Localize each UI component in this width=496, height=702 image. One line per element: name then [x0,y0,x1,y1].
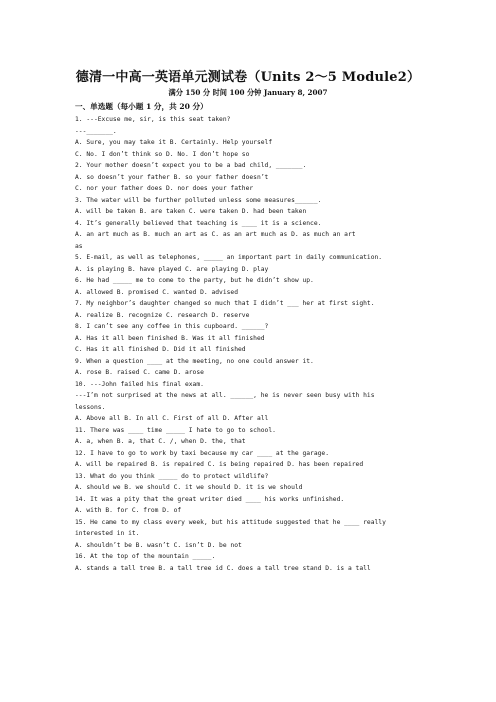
question-line: lessons. [75,403,106,411]
question-line: C. No. I don’t think so D. No. I don’t hope so [75,150,250,158]
question-line: 10. ---John failed his final exam. [75,380,204,388]
question-line: A. will be taken B. are taken C. were taken D. had been taken [75,208,307,215]
question-line: 4. It’s generally believed that teaching is ____ it is a science. [75,219,322,227]
question-line: A. will be repaired B. is repaired C. is being repaired D. has been repaired [75,461,364,468]
question-line: A. is playing B. have played C. are playing D. play [75,265,269,273]
page-title: 德清一中高一英语单元测试卷（Units 2～5 Module2） [75,70,421,85]
question-line: C. nor your father does D. nor does your father [75,185,254,192]
question-line: 1. ---Excuse me, sir, is this seat taken? [75,116,231,123]
question-line: as [75,242,83,250]
question-line: A. a, when B. a, that C. /, when D. the, that [75,438,246,445]
question-line: 16. At the top of the mountain _____. [75,553,216,560]
question-line: 14. It was a pity that the great writer died ____ his works unfinished. [75,495,345,503]
question-line: A. rose B. raised C. came D. arose [75,369,204,376]
question-line: A. with B. for C. from D. of [75,507,182,514]
question-line: ---_______. [75,127,117,135]
question-line: C. Has it all finished D. Did it all finished [75,346,246,353]
question-line: 11. There was ____ time _____ I hate to go to school. [75,426,276,434]
question-line: 15. He came to my class every week, but his attitude suggested that he ____ really [75,518,386,526]
question-line: A. Above all B. In all C. First of all D. After all [75,415,269,422]
question-line: 2. Your mother doesn’t expect you to be a bad child, _______. [75,162,307,169]
question-list [75,114,427,574]
question-line: 9. When a question ____ at the meeting, no one could answer it. [75,357,314,365]
question-line: 12. I have to go to work by taxi because my car ____ at the garage. [75,449,330,457]
exam-info: 满分 150 分 时间 100 分钟 January 8, 2007 [168,88,328,97]
question-line: A. an art much as B. much an art as C. as an art much as D. as much an art [75,231,356,238]
question-line: 13. What do you think _____ do to protect wildlife? [75,472,269,480]
question-line: A. stands a tall tree B. a tall tree id C. does a tall tree stand D. is a tall [75,564,371,572]
question-line: A. so doesn’t your father B. so your father doesn’t [75,173,269,181]
question-line: 3. The water will be further polluted unless some measures______. [75,196,322,204]
question-line: 8. I can’t see any coffee in this cupboard. ______? [75,323,269,330]
question-line: 5. E-mail, as well as telephones, _____ an important part in daily communication. [75,254,383,261]
question-line: A. realize B. recognize C. research D. reserve [75,311,250,319]
question-line: interested in it. [75,530,140,537]
question-line: 7. My neighbor’s daughter changed so much that I didn’t ___ her at first sight. [75,300,375,307]
question-line: A. shouldn’t be B. wasn’t C. isn’t D. be not [75,541,242,549]
section-heading: 一、单选题（每小题 1 分，共 20 分） [75,102,208,111]
question-line: A. allowed B. promised C. wanted D. advised [75,288,239,296]
question-line: A. Sure, you may take it B. Certainly. Help yourself [75,139,273,146]
question-line: A. should we B. we should C. it we should D. it is we should [75,484,303,491]
question-line: 6. He had _____ me to come to the party, but he didn’t show up. [75,277,314,284]
question-line: ---I’m not surprised at the news at all. ______, he is never seen busy with his [75,392,375,399]
question-line: A. Has it all been finished B. Was it all finished [75,334,265,342]
